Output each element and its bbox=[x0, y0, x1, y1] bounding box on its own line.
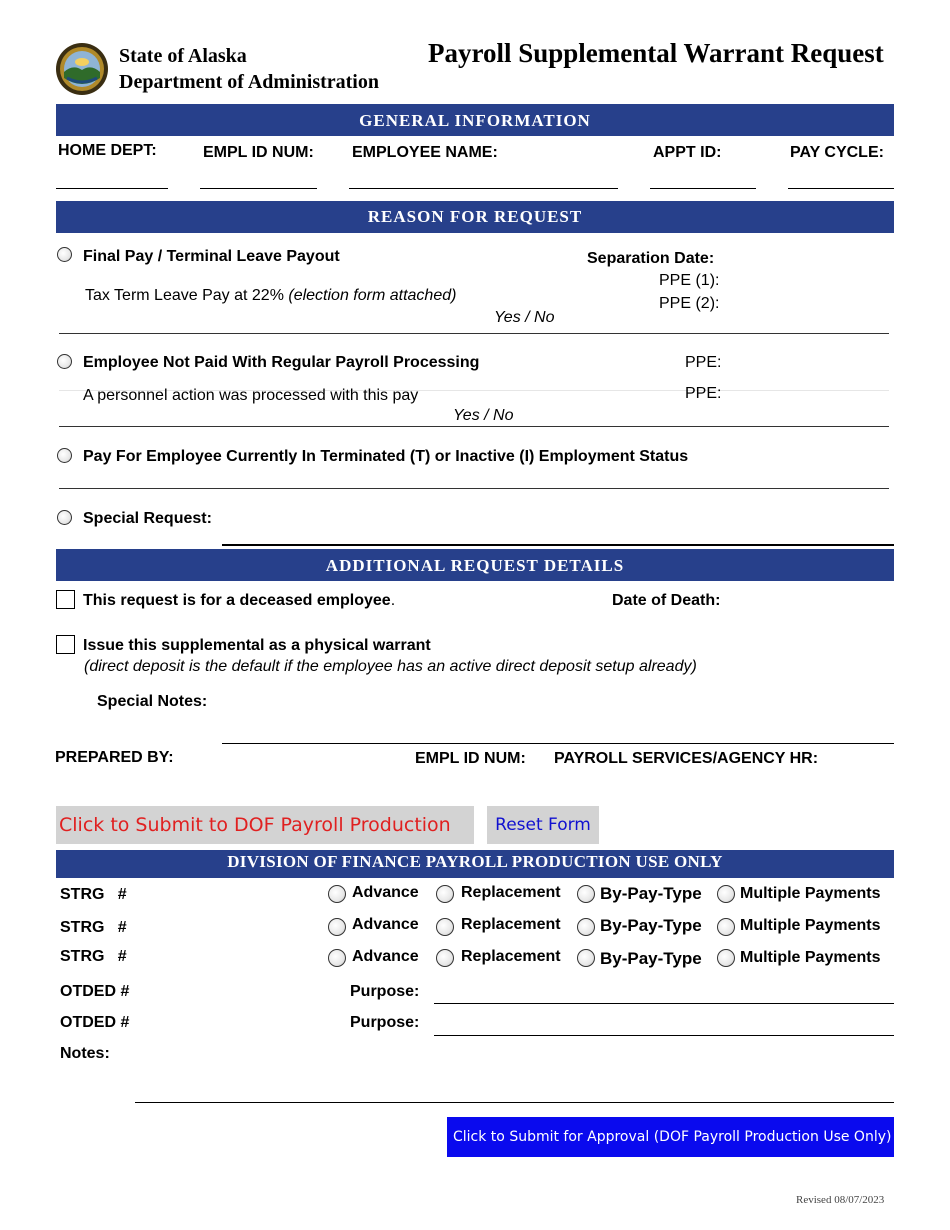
by-pay-type-radio[interactable] bbox=[577, 949, 595, 967]
replacement-radio[interactable] bbox=[436, 885, 454, 903]
additional-details-bar: ADDITIONAL REQUEST DETAILS bbox=[56, 549, 894, 581]
date-of-death-label: Date of Death: bbox=[612, 592, 721, 609]
home-dept-field[interactable] bbox=[56, 188, 168, 189]
replacement-label: Replacement bbox=[461, 948, 561, 965]
replacement-label: Replacement bbox=[461, 916, 561, 933]
prepared-by-label: PREPARED BY: bbox=[55, 749, 174, 766]
general-information-bar: GENERAL INFORMATION bbox=[56, 104, 894, 136]
multiple-payments-radio[interactable] bbox=[717, 949, 735, 967]
multiple-payments-radio[interactable] bbox=[717, 885, 735, 903]
state-seal-logo bbox=[55, 42, 109, 96]
terminated-status-radio[interactable] bbox=[57, 448, 72, 463]
not-paid-label: Employee Not Paid With Regular Payroll Processing bbox=[83, 354, 480, 371]
pay-cycle-field[interactable] bbox=[788, 188, 894, 189]
by-pay-type-radio[interactable] bbox=[577, 918, 595, 936]
replacement-radio[interactable] bbox=[436, 949, 454, 967]
personnel-action-yes-no[interactable]: Yes / No bbox=[453, 407, 514, 424]
special-notes-field[interactable] bbox=[222, 743, 894, 744]
purpose-label: Purpose: bbox=[350, 1014, 420, 1031]
special-notes-label: Special Notes: bbox=[97, 693, 208, 710]
purpose-field[interactable] bbox=[434, 1035, 894, 1036]
ppe-a-label: PPE: bbox=[685, 354, 722, 371]
appt-id-field[interactable] bbox=[650, 188, 756, 189]
advance-label: Advance bbox=[352, 916, 419, 933]
otded-label: OTDED # bbox=[60, 983, 130, 1000]
empl-id-label: EMPL ID NUM: bbox=[203, 144, 314, 161]
ppe1-label: PPE (1): bbox=[659, 272, 720, 289]
deceased-text: This request is for a deceased employee bbox=[83, 592, 391, 609]
final-pay-radio[interactable] bbox=[57, 247, 72, 262]
replacement-radio[interactable] bbox=[436, 918, 454, 936]
revised-date: Revised 08/07/2023 bbox=[796, 1194, 885, 1206]
divider bbox=[59, 333, 889, 334]
org-name-line2: Department of Administration bbox=[119, 71, 379, 93]
submit-for-approval-button[interactable]: Click to Submit for Approval (DOF Payroll Production Use Only) bbox=[447, 1117, 894, 1157]
multiple-payments-radio[interactable] bbox=[717, 918, 735, 936]
physical-warrant-checkbox[interactable] bbox=[56, 635, 75, 654]
empl-id-field[interactable] bbox=[200, 188, 317, 189]
not-paid-radio[interactable] bbox=[57, 354, 72, 369]
submit-to-dof-button[interactable]: Click to Submit to DOF Payroll Production bbox=[56, 806, 474, 844]
otded-label: OTDED # bbox=[60, 1014, 130, 1031]
terminated-status-label: Pay For Employee Currently In Terminated (T) or Inactive (I) Employment Status bbox=[83, 448, 689, 465]
tax-term-note: (election form attached) bbox=[288, 287, 457, 304]
deceased-label bbox=[83, 592, 395, 610]
tax-term-label bbox=[85, 287, 456, 305]
multiple-payments-label: Multiple Payments bbox=[740, 885, 881, 902]
advance-radio[interactable] bbox=[328, 949, 346, 967]
notes-label: Notes: bbox=[60, 1045, 110, 1062]
personnel-action-label: A personnel action was processed with this pay bbox=[83, 387, 419, 404]
by-pay-type-label: By-Pay-Type bbox=[600, 949, 702, 968]
strg-label: STRG # bbox=[60, 948, 127, 965]
form-title: Payroll Supplemental Warrant Request bbox=[428, 38, 884, 68]
advance-radio[interactable] bbox=[328, 885, 346, 903]
separation-date-label: Separation Date: bbox=[587, 250, 715, 267]
tax-term-text: Tax Term Leave Pay at 22% bbox=[85, 287, 289, 304]
home-dept-label: HOME DEPT: bbox=[58, 142, 157, 159]
advance-label: Advance bbox=[352, 948, 419, 965]
org-name-line1: State of Alaska bbox=[119, 45, 247, 67]
special-request-radio[interactable] bbox=[57, 510, 72, 525]
multiple-payments-label: Multiple Payments bbox=[740, 949, 881, 966]
by-pay-type-label: By-Pay-Type bbox=[600, 916, 702, 935]
advance-radio[interactable] bbox=[328, 918, 346, 936]
notes-field[interactable] bbox=[135, 1102, 894, 1103]
deceased-checkbox[interactable] bbox=[56, 590, 75, 609]
divider bbox=[59, 426, 889, 427]
purpose-label: Purpose: bbox=[350, 983, 420, 1000]
appt-id-label: APPT ID: bbox=[653, 144, 722, 161]
special-request-field[interactable] bbox=[222, 544, 894, 546]
tax-term-yes-no[interactable]: Yes / No bbox=[494, 309, 555, 326]
employee-name-field[interactable] bbox=[349, 188, 618, 189]
special-request-label: Special Request: bbox=[83, 510, 212, 527]
replacement-label: Replacement bbox=[461, 884, 561, 901]
ppe2-label: PPE (2): bbox=[659, 295, 720, 312]
advance-label: Advance bbox=[352, 884, 419, 901]
by-pay-type-label: By-Pay-Type bbox=[600, 884, 702, 903]
employee-name-label: EMPLOYEE NAME: bbox=[352, 144, 498, 161]
prepared-empl-id-label: EMPL ID NUM: bbox=[415, 750, 526, 767]
physical-warrant-note: (direct deposit is the default if the employee has an active direct deposit setup already) bbox=[84, 658, 697, 675]
ppe-b-label: PPE: bbox=[685, 385, 722, 402]
divider bbox=[59, 488, 889, 489]
by-pay-type-radio[interactable] bbox=[577, 885, 595, 903]
final-pay-label: Final Pay / Terminal Leave Payout bbox=[83, 248, 340, 265]
purpose-field[interactable] bbox=[434, 1003, 894, 1004]
deceased-period: . bbox=[390, 592, 396, 609]
reason-for-request-bar: REASON FOR REQUEST bbox=[56, 201, 894, 233]
strg-label: STRG # bbox=[60, 919, 127, 936]
multiple-payments-label: Multiple Payments bbox=[740, 917, 881, 934]
reset-form-button[interactable]: Reset Form bbox=[487, 806, 599, 844]
payroll-services-label: PAYROLL SERVICES/AGENCY HR: bbox=[554, 750, 819, 767]
dof-use-only-bar: DIVISION OF FINANCE PAYROLL PRODUCTION USE ONLY bbox=[56, 850, 894, 878]
pay-cycle-label: PAY CYCLE: bbox=[790, 144, 884, 161]
physical-warrant-label: Issue this supplemental as a physical warrant bbox=[83, 637, 431, 654]
strg-label: STRG # bbox=[60, 886, 127, 903]
